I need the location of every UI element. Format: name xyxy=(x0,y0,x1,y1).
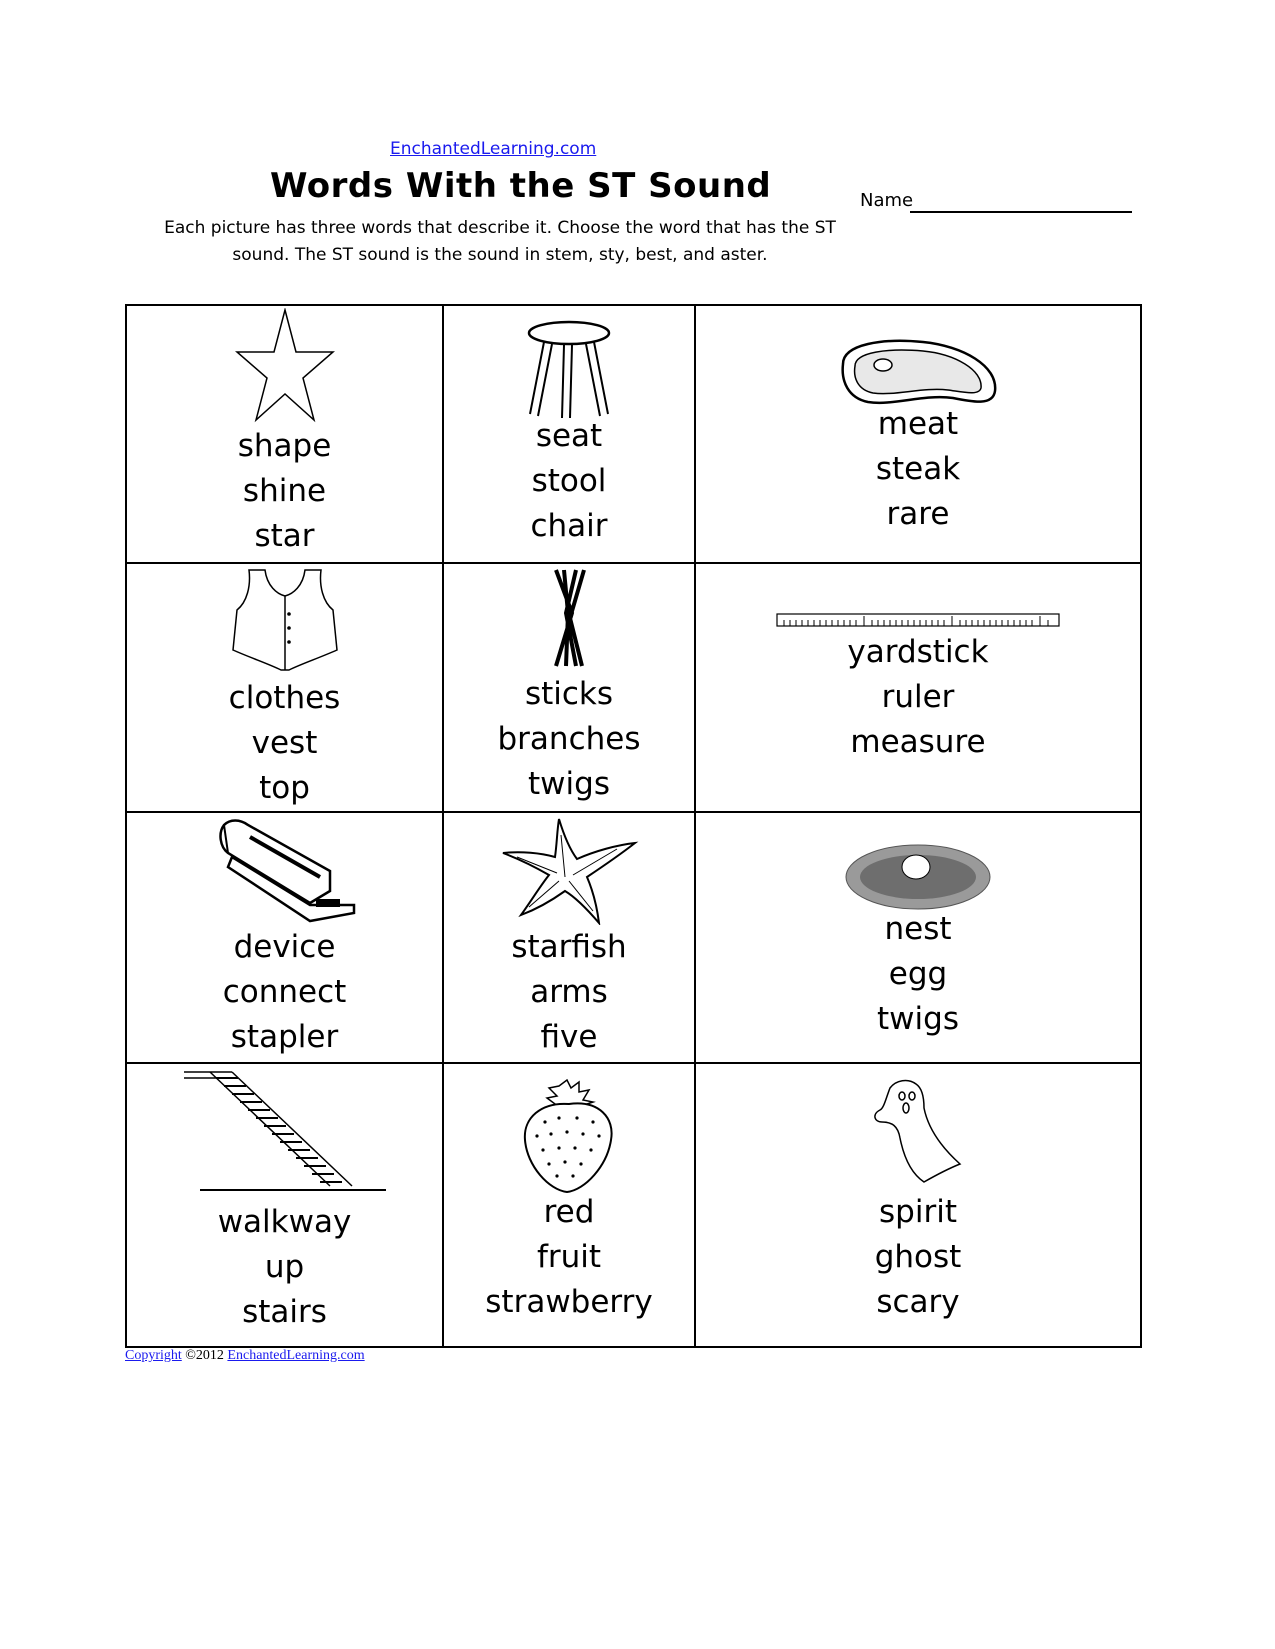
grid-cell xyxy=(696,813,1140,1064)
word-choice[interactable]: steak xyxy=(875,451,961,487)
word-choice[interactable]: connect xyxy=(222,974,347,1010)
word-list xyxy=(444,1190,694,1325)
grid-cell xyxy=(444,813,696,1064)
site-link[interactable]: EnchantedLearning.com xyxy=(390,139,597,159)
word-choice[interactable]: measure xyxy=(850,724,986,760)
word-choice[interactable]: clothes xyxy=(228,680,341,716)
copyright-year: ©2012 xyxy=(185,1348,224,1363)
word-choice[interactable]: egg xyxy=(888,956,948,992)
word-choice[interactable]: seat xyxy=(535,418,603,454)
word-choice[interactable]: star xyxy=(254,518,315,554)
word-list xyxy=(444,925,694,1060)
grid-cell xyxy=(127,564,444,813)
grid-cell xyxy=(127,306,444,564)
grid-cell xyxy=(444,564,696,813)
strawberry-icon xyxy=(444,1078,694,1196)
grid-cell xyxy=(444,306,696,564)
grid-cell xyxy=(696,306,1140,564)
word-choice[interactable]: nest xyxy=(884,911,952,947)
word-choice[interactable]: stapler xyxy=(230,1019,339,1055)
word-choice[interactable]: shape xyxy=(237,428,332,464)
instructions xyxy=(140,215,860,269)
nest-icon xyxy=(696,841,1140,911)
starfish-icon xyxy=(444,815,694,925)
word-choice[interactable]: ghost xyxy=(874,1239,962,1275)
stapler-icon xyxy=(127,817,442,927)
word-choice[interactable]: strawberry xyxy=(485,1284,653,1320)
word-choice[interactable]: top xyxy=(259,770,310,806)
ghost-icon xyxy=(696,1078,1140,1188)
word-choice[interactable]: stairs xyxy=(242,1294,327,1330)
word-choice[interactable]: vest xyxy=(251,725,318,761)
word-choice[interactable]: yardstick xyxy=(847,634,989,670)
word-choice[interactable]: chair xyxy=(530,508,608,544)
word-choice[interactable]: scary xyxy=(876,1284,960,1320)
star-icon xyxy=(127,308,442,424)
word-choice[interactable]: up xyxy=(264,1249,305,1285)
word-choice[interactable]: device xyxy=(233,929,336,965)
word-choice[interactable]: spirit xyxy=(879,1194,957,1230)
word-choice[interactable]: branches xyxy=(497,721,641,757)
word-choice[interactable]: five xyxy=(540,1019,598,1055)
word-choice[interactable]: rare xyxy=(886,496,950,532)
word-list xyxy=(444,414,694,549)
grid-cell xyxy=(696,1064,1140,1346)
word-choice[interactable]: red xyxy=(543,1194,595,1230)
word-choice[interactable]: ruler xyxy=(881,679,955,715)
instructions-line: sound. The ST sound is the sound in stem, sty, best, and aster. xyxy=(232,245,768,265)
yardstick-icon xyxy=(696,612,1140,628)
word-picture-grid xyxy=(125,304,1142,1348)
page-title: Words With the ST Sound xyxy=(270,166,772,206)
word-choice[interactable]: stool xyxy=(531,463,607,499)
word-choice[interactable]: twigs xyxy=(528,766,610,802)
stool-icon xyxy=(444,320,694,420)
steak-icon xyxy=(696,336,1140,408)
footer-site-link[interactable]: EnchantedLearning.com xyxy=(227,1348,365,1363)
word-choice[interactable]: sticks xyxy=(524,676,614,712)
word-list xyxy=(696,907,1140,1042)
copyright-link[interactable]: Copyright xyxy=(125,1348,182,1363)
grid-cell xyxy=(444,1064,696,1346)
name-label: Name xyxy=(860,190,914,211)
word-choice[interactable]: fruit xyxy=(536,1239,602,1275)
word-list xyxy=(127,676,442,811)
word-choice[interactable]: arms xyxy=(530,974,608,1010)
word-list xyxy=(696,1190,1140,1325)
word-list xyxy=(444,672,694,807)
word-list xyxy=(696,630,1140,765)
instructions-line: Each picture has three words that describe it. Choose the word that has the ST xyxy=(164,218,836,238)
word-choice[interactable]: starfish xyxy=(511,929,627,965)
grid-cell xyxy=(696,564,1140,813)
footer xyxy=(125,1348,365,1364)
grid-cell xyxy=(127,1064,444,1346)
word-list xyxy=(127,925,442,1060)
word-choice[interactable]: shine xyxy=(242,473,327,509)
stairs-icon xyxy=(127,1066,442,1196)
word-list xyxy=(127,1200,442,1335)
word-list xyxy=(127,424,442,559)
word-list xyxy=(696,402,1140,537)
word-choice[interactable]: twigs xyxy=(877,1001,959,1037)
name-field-line[interactable] xyxy=(910,211,1132,213)
vest-icon xyxy=(127,566,442,672)
sticks-icon xyxy=(444,568,694,668)
word-choice[interactable]: walkway xyxy=(217,1204,352,1240)
word-choice[interactable]: meat xyxy=(877,406,959,442)
grid-cell xyxy=(127,813,444,1064)
